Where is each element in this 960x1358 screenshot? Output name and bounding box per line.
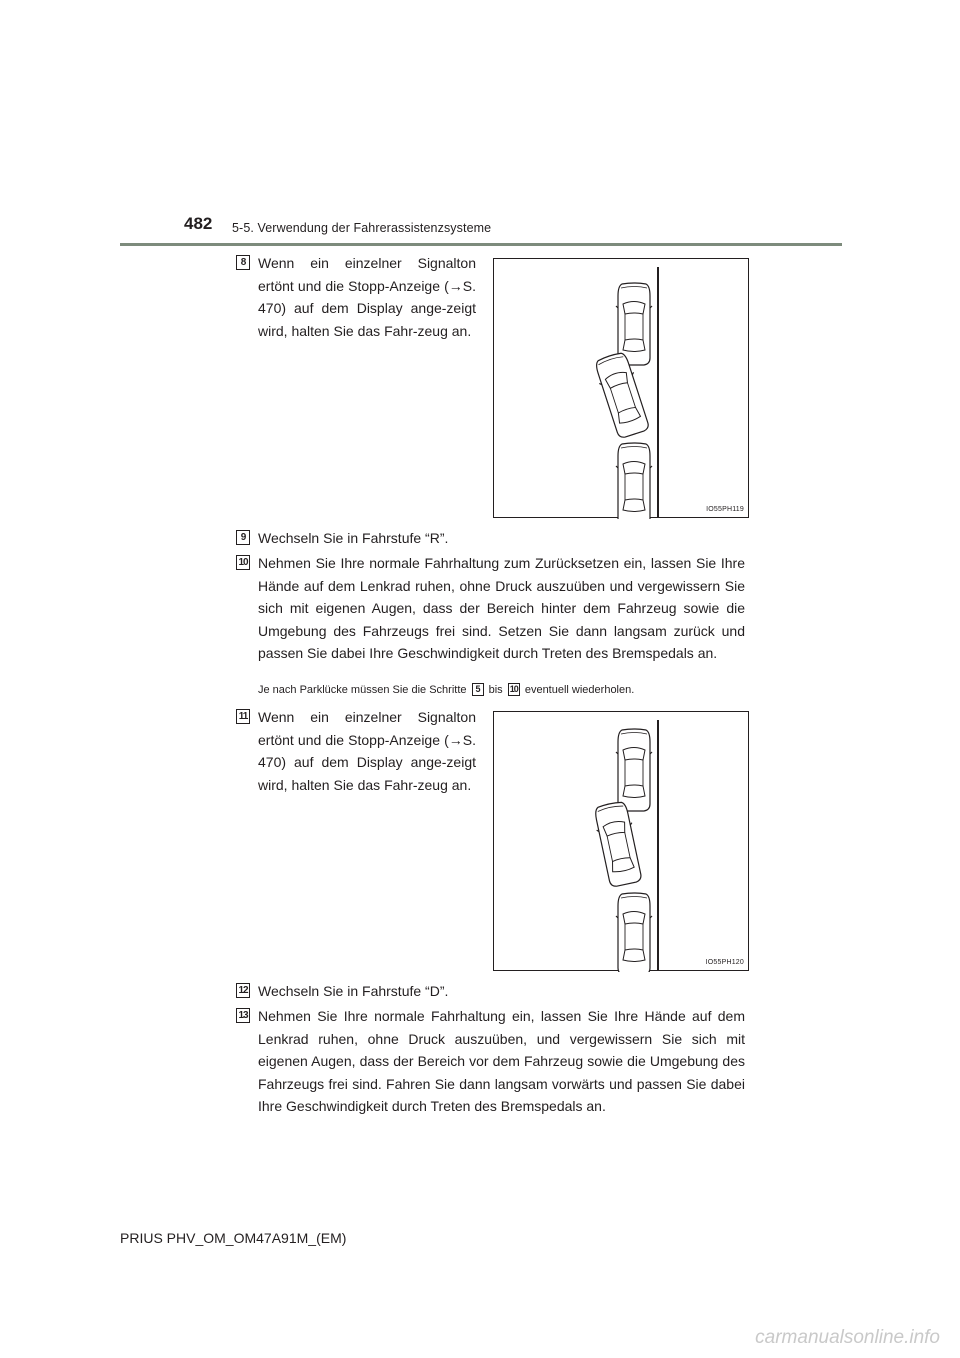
step-11-text: Wenn ein einzelner Signalton ertönt und die Stopp-Anzeige (→S. 470) auf dem Display ange-zeigt wird, halten Sie das Fahr-zeug an.: [258, 709, 476, 793]
figure-code-1: IO55PH119: [706, 506, 744, 513]
step-number-12: 12: [236, 983, 250, 998]
note-step-a: 5: [472, 683, 484, 696]
parking-illustration-1: [494, 259, 750, 519]
header-divider: [120, 243, 842, 246]
step-12-text: Wechseln Sie in Fahrstufe “D”.: [258, 983, 449, 999]
step-number-13: 13: [236, 1008, 250, 1023]
step-10-text: Nehmen Sie Ihre normale Fahrhaltung zum Zurücksetzen ein, lassen Sie Ihre Hände auf dem Lenkrad ruhen, ohne Druck auszuüben und vergewissern Sie sich mit eigenen Augen, dass der Bereich hinter dem Fahrzeug sowie die Umgebung des Fahrzeugs frei sind. Setzen Sie dann langsam zurück und passen Sie dabei Ihre Geschwindigkeit durch Treten des Bremspedals an.: [258, 555, 745, 661]
step-9-text: Wechseln Sie in Fahrstufe “R”.: [258, 530, 449, 546]
parking-figure-2: [493, 711, 749, 971]
parking-figure-1: [493, 258, 749, 518]
step-number-8: 8: [236, 255, 250, 270]
step-number-11: 11: [236, 709, 250, 724]
step-13-text: Nehmen Sie Ihre normale Fahrhaltung ein, lassen Sie Ihre Hände auf dem Lenkrad ruhen, ohne Druck auszuüben, und vergewissern Sie sich mit eigenen Augen, dass der Bereich vor dem Fahrzeug sowie die Umgebung des Fahrzeugs frei sind. Fahren Sie dann langsam vorwärts und passen Sie dabei Ihre Geschwindigkeit durch Treten des Bremspedals an.: [258, 1008, 745, 1114]
page-number: 482: [184, 214, 213, 233]
note-text-before: Je nach Parklücke müssen Sie die Schritte: [258, 684, 467, 696]
repeat-steps-note: [258, 683, 634, 697]
step-number-9: 9: [236, 530, 250, 545]
note-text-after: eventuell wiederholen.: [524, 684, 635, 696]
section-title: 5-5. Verwendung der Fahrerassistenzsysteme: [232, 221, 492, 235]
parking-illustration-2: [494, 712, 750, 972]
watermark: carmanualsonline.info: [755, 1327, 940, 1348]
note-step-b: 10: [509, 684, 518, 694]
step-8-text: Wenn ein einzelner Signalton ertönt und die Stopp-Anzeige (→S. 470) auf dem Display ange-zeigt wird, halten Sie das Fahr-zeug an.: [258, 255, 476, 339]
note-text-middle: bis: [488, 684, 503, 696]
document-code: PRIUS PHV_OM_OM47A91M_(EM): [120, 1230, 347, 1246]
figure-code-2: IO55PH120: [705, 959, 744, 966]
step-number-10: 10: [236, 555, 250, 570]
